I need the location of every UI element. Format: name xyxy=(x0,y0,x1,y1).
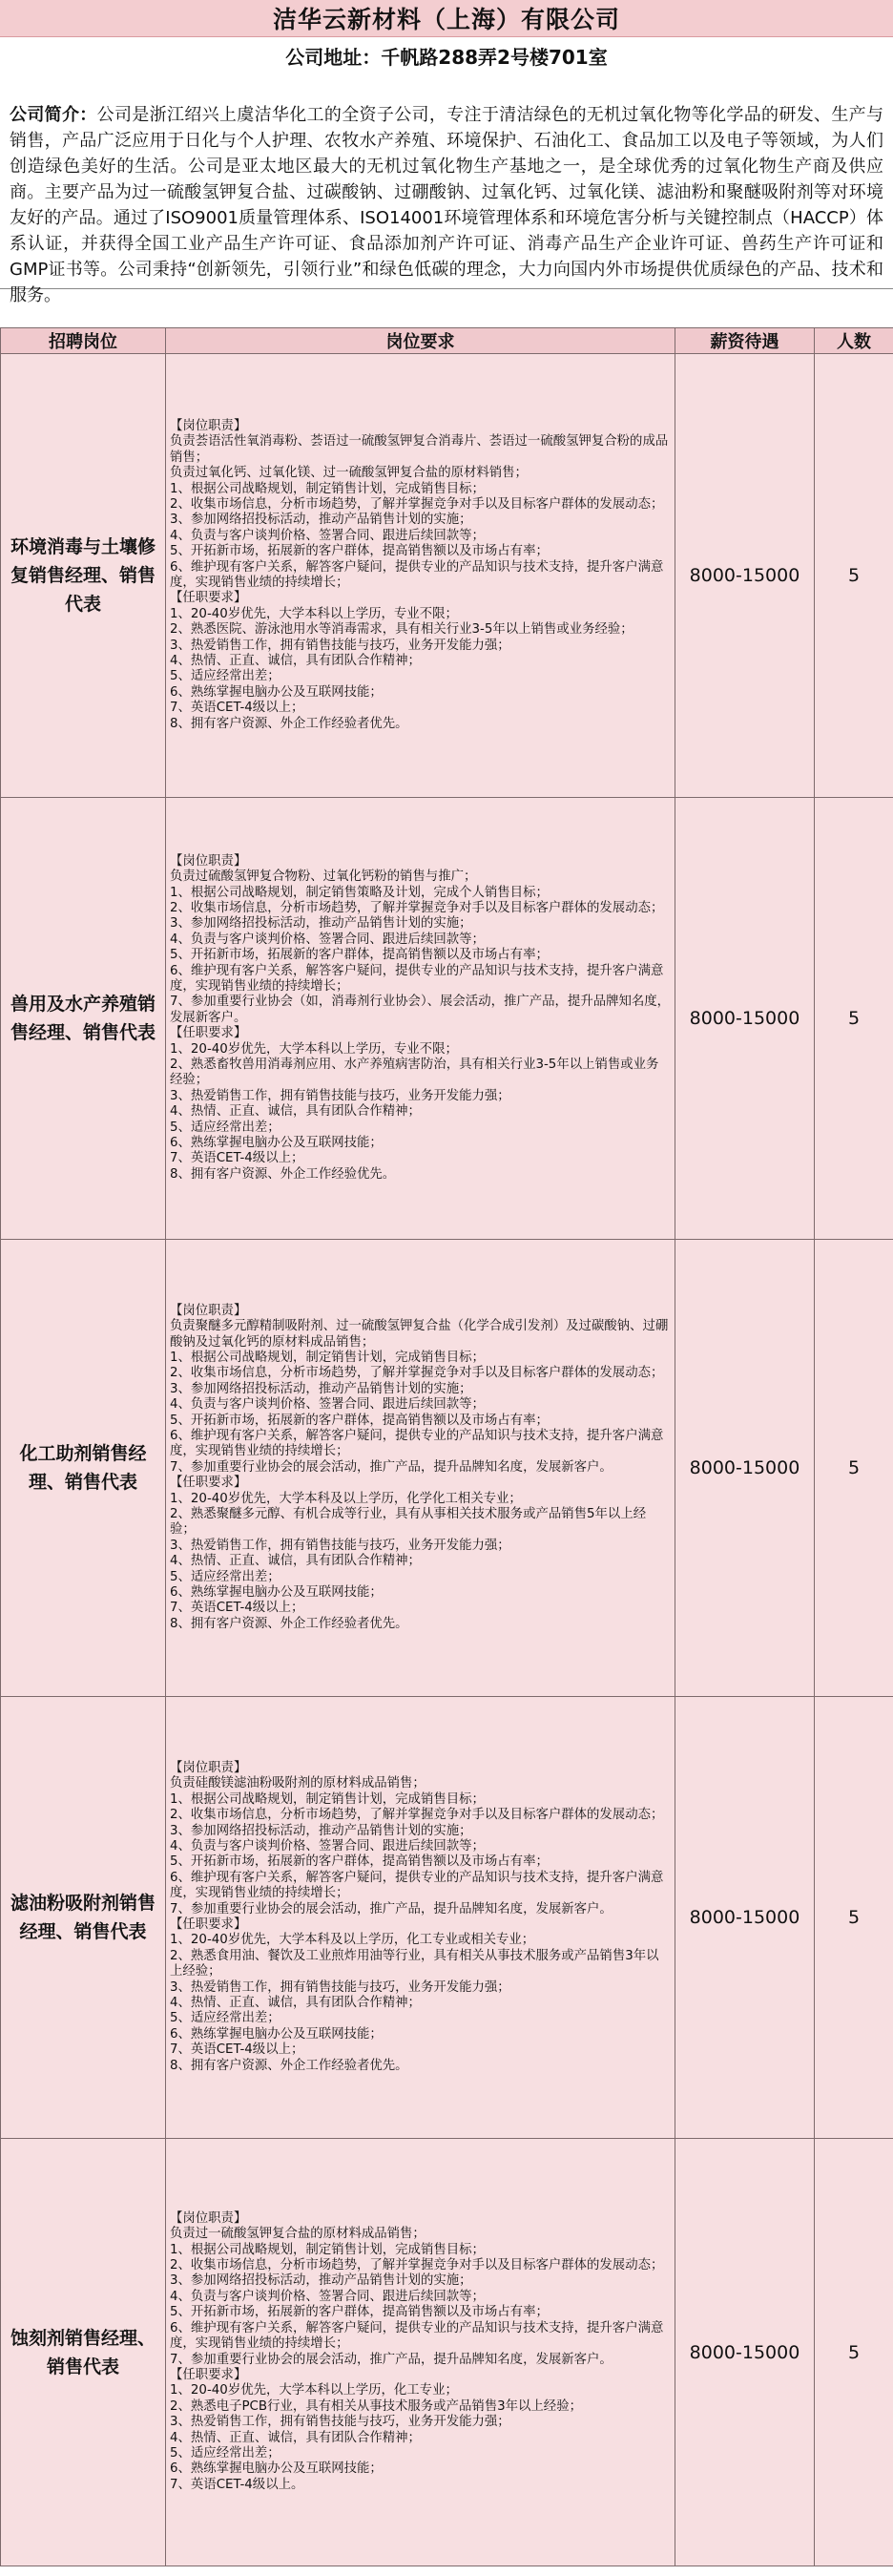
job-requirements: 【岗位职责】 负责聚醚多元醇精制吸附剂、过一硫酸氢钾复合盐（化学合成引发剂）及过碳酸钠、过硼酸钠及过氧化钙的原材料成品销售； 1、根据公司战略规划，制定销售计划，完成销售目标； 2、收集市场信息，分析市场趋势，了解并掌握竞争对手以及目标客户群体的发展动态； 3、参加网络招投标活动，推动产品销售计划的实施； 4、负责与客户谈判价格、签署合同、跟进后续回款等； 5、开拓新市场，拓展新的客户群体，提高销售额以及市场占有率； 6、维护现有客户关系，解答客户疑问，提供专业的产品知识与技术支持，提升客户满意度，实现销售业绩的持续增长； 7、参加重要行业协会的展会活动，推广产品，提升品牌知名度，发展新客户。 【任职要求】 1、20-40岁优先，大学本科及以上学历，化学化工相关专业； 2、熟悉聚醚多元醇、有机合成等行业，具有从事相关技术服务或产品销售5年以上经验； 3、热爱销售工作，拥有销售技能与技巧，业务开发能力强； 4、热情、正直、诚信，具有团队合作精神； 5、适应经常出差； 6、熟练掌握电脑办公及互联网技能； 7、英语CET-4级以上； 8、拥有客户资源、外企工作经验者优先。 xyxy=(170,1303,669,1631)
table-header-row xyxy=(1,328,893,354)
header-count: 人数 xyxy=(815,328,893,354)
job-salary: 8000-15000 xyxy=(675,798,815,1240)
job-requirements: 【岗位职责】 负责硅酸镁滤油粉吸附剂的原材料成品销售； 1、根据公司战略规划，制定销售计划，完成销售目标； 2、收集市场信息，分析市场趋势，了解并掌握竞争对手以及目标客户群体的发展动态； 3、参加网络招投标活动，推动产品销售计划的实施； 4、负责与客户谈判价格、签署合同、跟进后续回款等； 5、开拓新市场，拓展新的客户群体，提高销售额以及市场占有率； 6、维护现有客户关系，解答客户疑问，提供专业的产品知识与技术支持，提升客户满意度，实现销售业绩的持续增长； 7、参加重要行业协会的展会活动，推广产品，提升品牌知名度，发展新客户。 【任职要求】 1、20-40岁优先，大学本科及以上学历，化工专业或相关专业； 2、熟悉食用油、餐饮及工业煎炸用油等行业，具有相关从事技术服务或产品销售3年以上经验； 3、热爱销售工作，拥有销售技能与技巧，业务开发能力强； 4、热情、正直、诚信，具有团队合作精神； 5、适应经常出差； 6、熟练掌握电脑办公及互联网技能； 7、英语CET-4级以上； 8、拥有客户资源、外企工作经验者优先。 xyxy=(170,1760,664,2073)
company-address: 公司地址：千帆路288弄2号楼701室 xyxy=(0,37,893,73)
job-salary: 8000-15000 xyxy=(675,2139,815,2566)
job-requirements: 【岗位职责】 负责过硫酸氢钾复合物粉、过氧化钙粉的销售与推广； 1、根据公司战略规划，制定销售策略及计划，完成个人销售目标； 2、收集市场信息，分析市场趋势，了解并掌握竞争对手以及目标客户群体的发展动态； 3、参加网络招投标活动，推动产品销售计划的实施； 4、负责与客户谈判价格、签署合同、跟进后续回款等； 5、开拓新市场，拓展新的客户群体，提高销售额以及市场占有率； 6、维护现有客户关系，解答客户疑问，提供专业的产品知识与技术支持，提升客户满意度，实现销售业绩的持续增长； 7、参加重要行业协会（如，消毒剂行业协会）、展会活动，推广产品，提升品牌知名度，发展新客户。 【任职要求】 1、20-40岁优先，大学本科以上学历，专业不限； 2、熟悉畜牧兽用消毒剂应用、水产养殖病害防治，具有相关行业3-5年以上销售或业务经验； 3、热爱销售工作，拥有销售技能与技巧，业务开发能力强； 4、热情、正直、诚信，具有团队合作精神； 5、适应经常出差； 6、熟练掌握电脑办公及互联网技能； 7、英语CET-4级以上； 8、拥有客户资源、外企工作经验优先。 xyxy=(170,853,671,1182)
table-row xyxy=(1,1697,893,2139)
job-count: 5 xyxy=(815,1697,893,2139)
job-post: 化工助剂销售经理、销售代表 xyxy=(1,1240,166,1697)
intro-text: 公司是浙江绍兴上虞洁华化工的全资子公司，专注于清洁绿色的无机过氧化物等化学品的研发、生产与销售，产品广泛应用于日化与个人护理、农牧水产养殖、环境保护、石油化工、食品加工以及电子等领域，为人们创造绿色美好的生活。公司是亚太地区最大的无机过氧化物生产基地之一，是全球优秀的过氧化物生产商及供应商。主要产品为过一硫酸氢钾复合盐、过碳酸钠、过硼酸钠、过氧化钙、过氧化镁、滤油粉和聚醚吸附剂等对环境友好的产品。通过了ISO9001质量管理体系、ISO14001环境管理体系和环境危害分析与关键控制点（HACCP）体系认证，并获得全国工业产品生产许可证、食品添加剂产许可证、消毒产品生产企业许可证、兽药生产许可证和GMP证书等。公司秉持“创新领先，引领行业”和绿色低碳的理念，大力向国内外市场提供优质绿色的产品、技术和服务。 xyxy=(10,105,884,305)
job-post: 环境消毒与土壤修复销售经理、销售代表 xyxy=(1,354,166,798)
job-requirements-cell xyxy=(166,1697,675,2139)
job-count: 5 xyxy=(815,2139,893,2566)
table-row xyxy=(1,2139,893,2566)
table-row xyxy=(1,798,893,1240)
job-requirements-cell xyxy=(166,354,675,798)
header-post: 招聘岗位 xyxy=(1,328,166,354)
job-salary: 8000-15000 xyxy=(675,1697,815,2139)
job-salary: 8000-15000 xyxy=(675,1240,815,1697)
header-salary: 薪资待遇 xyxy=(675,328,815,354)
table-row xyxy=(1,354,893,798)
intro-label: 公司简介： xyxy=(10,105,97,125)
job-count: 5 xyxy=(815,1240,893,1697)
company-name: 洁华云新材料（上海）有限公司 xyxy=(0,0,893,37)
job-requirements-cell xyxy=(166,1240,675,1697)
job-table xyxy=(0,327,893,2566)
job-post: 蚀刻剂销售经理、销售代表 xyxy=(1,2139,166,2566)
job-requirements-cell xyxy=(166,2139,675,2566)
job-requirements-cell xyxy=(166,798,675,1240)
job-salary: 8000-15000 xyxy=(675,354,815,798)
job-count: 5 xyxy=(815,354,893,798)
job-post: 兽用及水产养殖销售经理、销售代表 xyxy=(1,798,166,1240)
job-requirements: 【岗位职责】 负责荟语活性氧消毒粉、荟语过一硫酸氢钾复合消毒片、荟语过一硫酸氢钾复合粉的成品销售； 负责过氧化钙、过氧化镁、过一硫酸氢钾复合盐的原材料销售； 1、根据公司战略规划，制定销售计划，完成销售目标； 2、收集市场信息，分析市场趋势，了解并掌握竞争对手以及目标客户群体的发展动态； 3、参加网络招投标活动，推动产品销售计划的实施； 4、负责与客户谈判价格、签署合同、跟进后续回款等； 5、开拓新市场，拓展新的客户群体，提高销售额以及市场占有率； 6、维护现有客户关系，解答客户疑问，提供专业的产品知识与技术支持，提升客户满意度，实现销售业绩的持续增长； 【任职要求】 1、20-40岁优先，大学本科以上学历，专业不限； 2、熟悉医院、游泳池用水等消毒需求，具有相关行业3-5年以上销售或业务经验； 3、热爱销售工作，拥有销售技能与技巧，业务开发能力强； 4、热情、正直、诚信，具有团队合作精神； 5、适应经常出差； 6、熟练掌握电脑办公及互联网技能； 7、英语CET-4级以上； 8、拥有客户资源、外企工作经验者优先。 xyxy=(170,418,669,731)
job-count: 5 xyxy=(815,798,893,1240)
job-post: 滤油粉吸附剂销售经理、销售代表 xyxy=(1,1697,166,2139)
table-row xyxy=(1,1240,893,1697)
company-intro xyxy=(0,73,893,305)
header-requirements: 岗位要求 xyxy=(166,328,675,354)
job-requirements: 【岗位职责】 负责过一硫酸氢钾复合盐的原材料成品销售； 1、根据公司战略规划，制定销售计划，完成销售目标； 2、收集市场信息，分析市场趋势，了解并掌握竞争对手以及目标客户群体的发展动态； 3、参加网络招投标活动，推动产品销售计划的实施； 4、负责与客户谈判价格、签署合同、跟进后续回款等； 5、开拓新市场，拓展新的客户群体，提高销售额以及市场占有率； 6、维护现有客户关系，解答客户疑问，提供专业的产品知识与技术支持，提升客户满意度，实现销售业绩的持续增长； 7、参加重要行业协会的展会活动，推广产品，提升品牌知名度，发展新客户。 【任职要求】 1、20-40岁优先，大学本科以上学历，化工专业； 2、熟悉电子PCB行业，具有相关从事技术服务或产品销售3年以上经验； 3、热爱销售工作，拥有销售技能与技巧，业务开发能力强； 4、热情、正直、诚信，具有团队合作精神； 5、适应经常出差； 6、熟练掌握电脑办公及互联网技能； 7、英语CET-4级以上。 xyxy=(170,2210,664,2492)
spacer xyxy=(0,289,893,327)
